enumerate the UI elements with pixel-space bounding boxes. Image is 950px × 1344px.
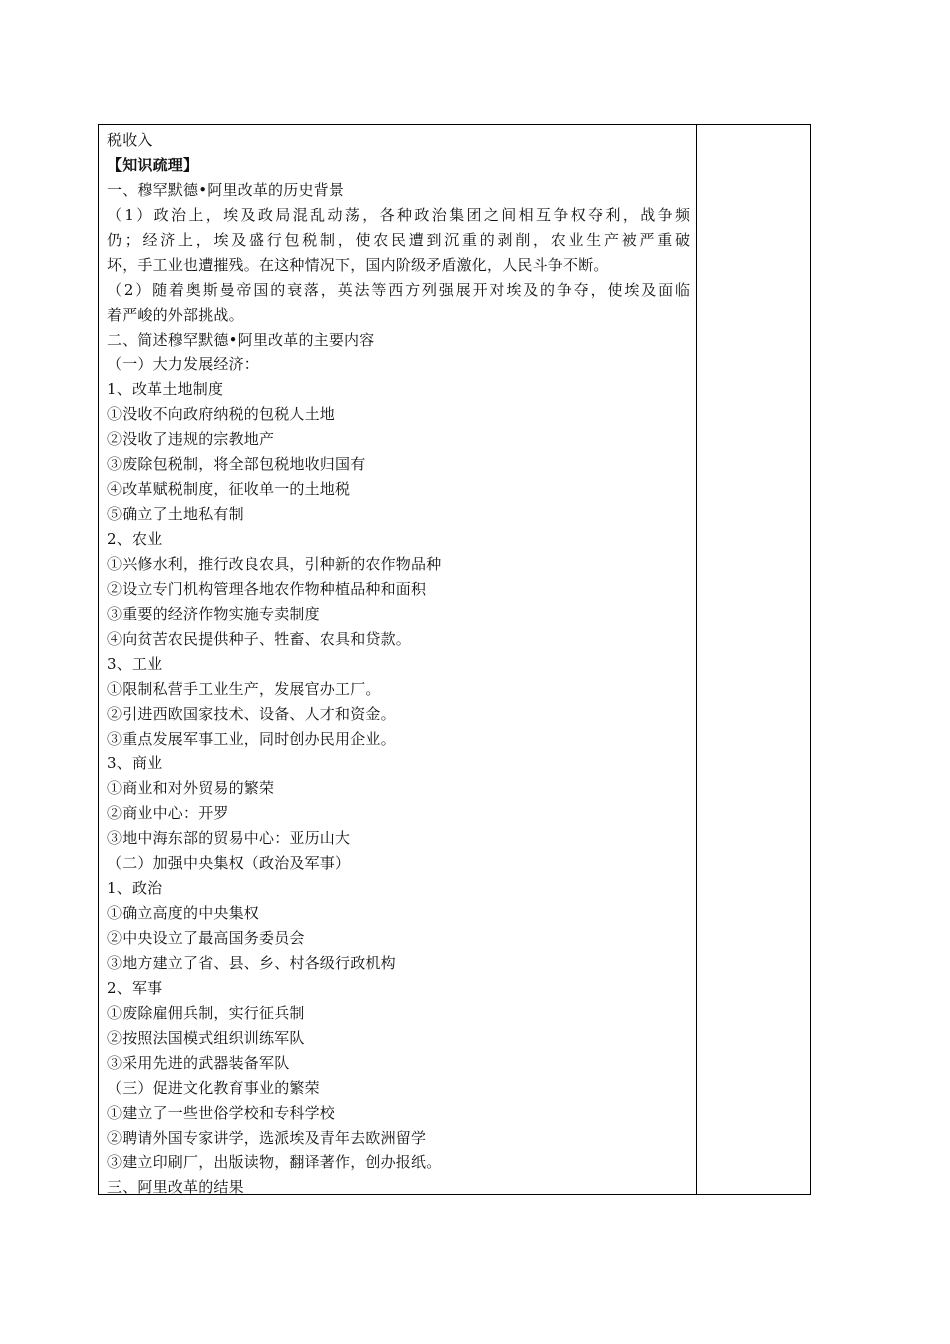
text-line: ①没收不向政府纳税的包税人土地 [107,405,336,424]
text-line: 一、穆罕默德•阿里改革的历史背景 [107,180,345,199]
text-line: 税收入 [107,131,153,149]
text-line: 仍；经济上，埃及盛行包税制，使农民遭到沉重的剥削，农业生产被严重破 [107,230,690,249]
text-line: 坏，手工业也遭摧残。在这种情况下，国内阶级矛盾激化，人民斗争不断。 [107,255,609,274]
text-line: ③地方建立了省、县、乡、村各级行政机构 [107,953,396,972]
text-line: （三）促进文化教育事业的繁荣 [107,1078,320,1097]
content-cell [99,125,697,1194]
text-line: ③地中海东部的贸易中心：亚历山大 [107,829,351,848]
text-line: （二）加强中央集权（政治及军事） [107,854,351,873]
text-line: ②商业中心：开罗 [107,804,229,823]
text-line: ②设立专门机构管理各地农作物种植品种和面积 [107,579,427,598]
document-table [98,124,811,1195]
text-line: 3、商业 [107,754,163,773]
text-line: ③重点发展军事工业，同时创办民用企业。 [107,729,396,748]
text-line: ①限制私营手工业生产，发展官办工厂。 [107,679,381,698]
text-line: ②按照法国模式组织训练军队 [107,1028,305,1047]
text-line: ④向贫苦农民提供种子、牲畜、农具和贷款。 [107,629,412,648]
text-line: ②没收了违规的宗教地产 [107,430,275,449]
text-line: 1、改革土地制度 [107,380,224,399]
text-line: ④改革赋税制度，征收单一的土地税 [107,480,351,499]
text-line: （1）政治上，埃及政局混乱动荡，各种政治集团之间相互争权夺利，战争频 [107,205,690,224]
text-line: ③建立印刷厂，出版读物，翻译著作，创办报纸。 [107,1153,442,1172]
text-line: ②引进西欧国家技术、设备、人才和资金。 [107,704,396,723]
text-line: ③重要的经济作物实施专卖制度 [107,604,320,623]
text-line: 二、简述穆罕默德•阿里改革的主要内容 [107,330,375,349]
text-line: 2、军事 [107,978,163,997]
text-line: 1、政治 [107,879,163,898]
text-line: ①废除雇佣兵制，实行征兵制 [107,1003,305,1022]
text-line: 2、农业 [107,530,163,548]
notes-cell [697,125,810,1194]
text-line: ①商业和对外贸易的繁荣 [107,779,275,798]
text-line: ②中央设立了最高国务委员会 [107,929,305,947]
text-line: ①兴修水利，推行改良农具，引种新的农作物品种 [107,554,442,573]
text-line: （一）大力发展经济： [107,355,260,374]
section-heading: 【知识疏理】 [107,155,199,174]
text-line: （2）随着奥斯曼帝国的衰落，英法等西方列强展开对埃及的争夺，使埃及面临 [107,280,690,299]
text-line: ③采用先进的武器装备军队 [107,1053,290,1072]
text-line: ②聘请外国专家讲学，选派埃及青年去欧洲留学 [107,1128,427,1147]
text-line: ③废除包税制，将全部包税地收归国有 [107,455,366,474]
text-line: 3、工业 [107,654,163,673]
text-line: ⑤确立了土地私有制 [107,505,244,524]
text-line: ①确立高度的中央集权 [107,904,260,923]
text-line: ①建立了一些世俗学校和专科学校 [107,1103,336,1122]
text-line: 三、阿里改革的结果 [107,1178,244,1194]
text-line: 着严峻的外部挑战。 [107,305,244,324]
